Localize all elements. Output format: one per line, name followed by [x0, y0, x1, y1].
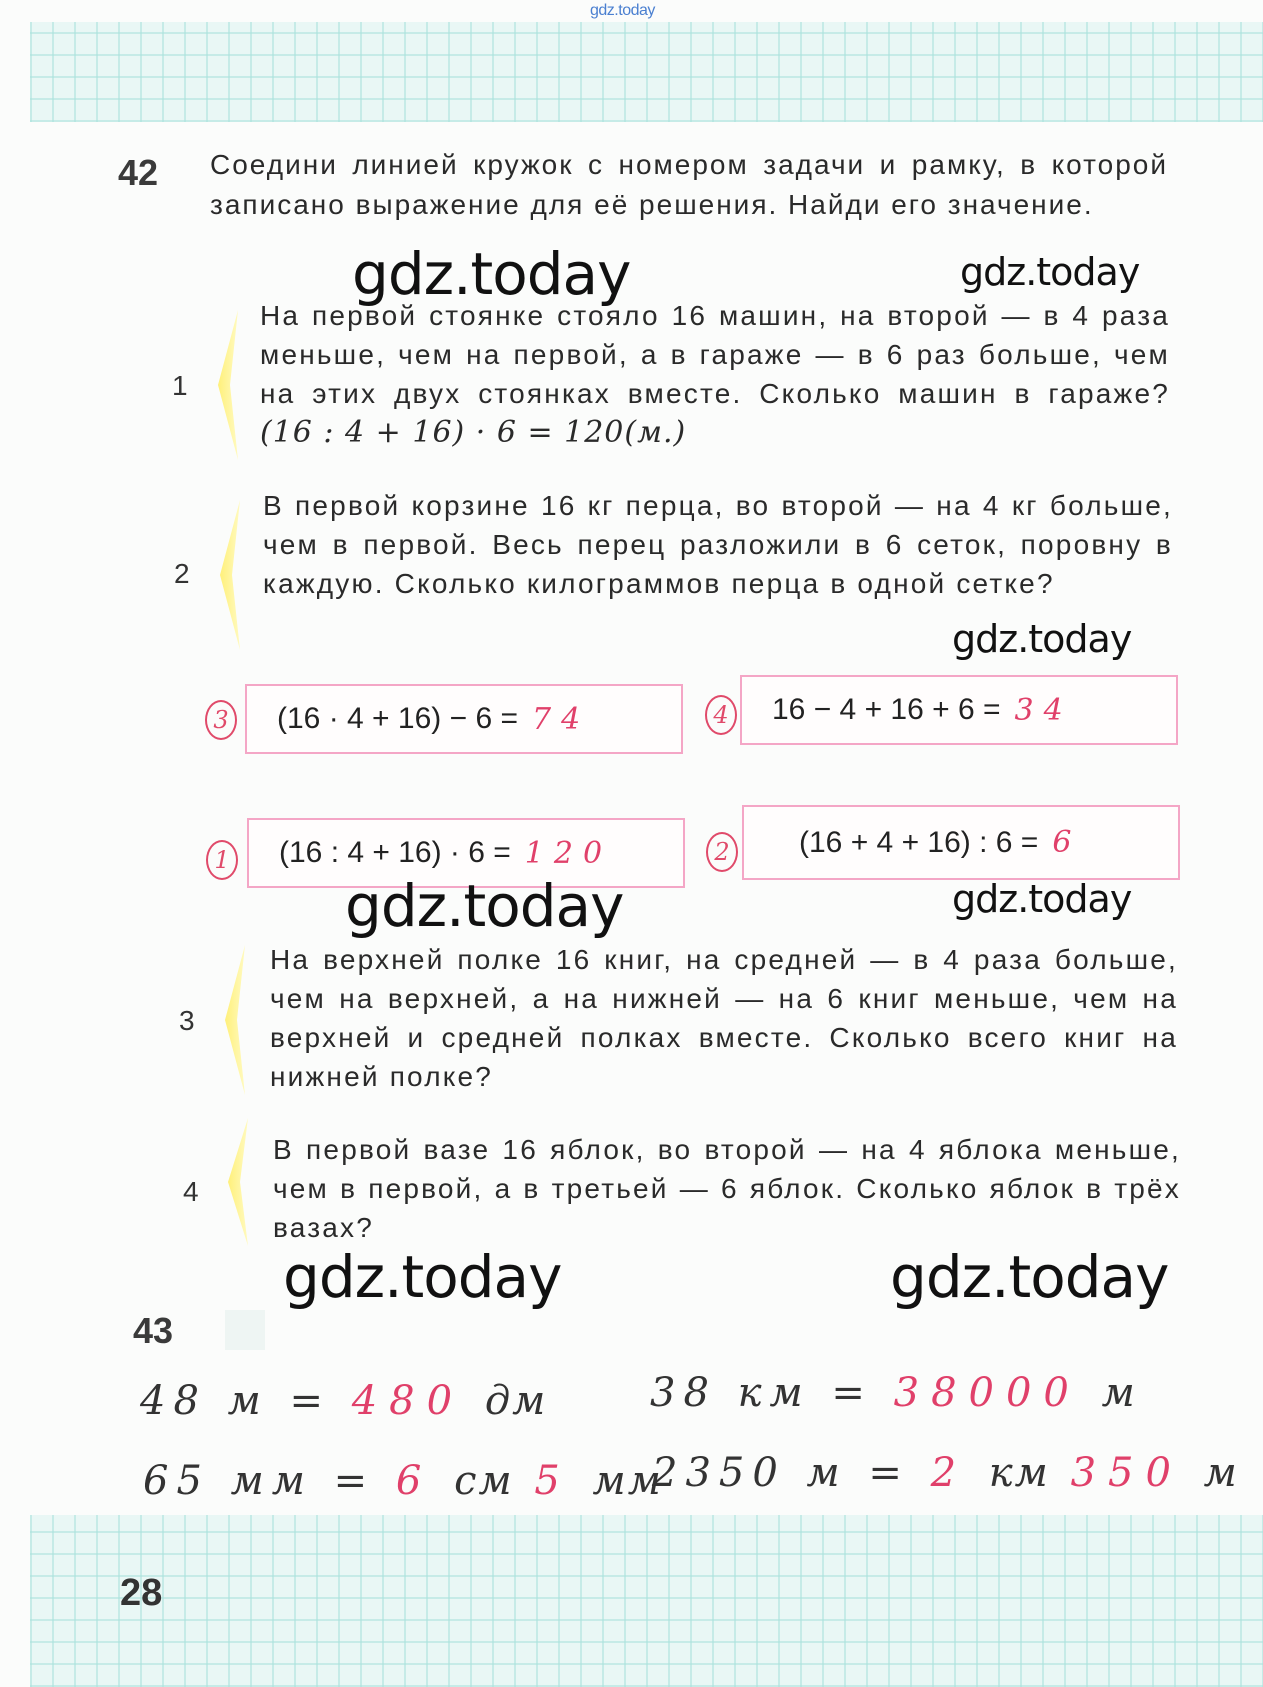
task-number: 3 — [179, 1005, 195, 1036]
expression-box[interactable]: (16 : 4 + 16) · 6 = 120 — [247, 818, 685, 888]
yellow-marker-icon — [225, 945, 245, 1095]
handwritten-answer: 34 — [1014, 692, 1073, 728]
watermark: gdz.today — [352, 240, 631, 308]
conversion-line: 38 км = 38000 м — [650, 1370, 1137, 1416]
task-number: 2 — [174, 558, 190, 589]
circle-mark: 2 — [706, 832, 738, 872]
expression-box[interactable]: (16 · 4 + 16) − 6 = 74 — [245, 684, 683, 754]
conversion-line: 65 мм = 6 см 5 мм — [143, 1458, 663, 1504]
watermark: gdz.today — [960, 250, 1140, 294]
yellow-marker-icon — [218, 310, 238, 460]
yellow-marker-icon — [220, 500, 240, 650]
conversion-line: 48 м = 480 дм — [140, 1378, 548, 1424]
handwritten-answer: 120 — [524, 835, 613, 871]
conversion-line: 2350 м = 2 км 350 м — [652, 1450, 1239, 1496]
task-text: На верхней полке 16 книг, на средней — в 4 раза больше, чем на верхней, а на нижней — на 6 книг меньше, чем на верхней и средней полках вместе. Сколько всего книг на нижней полке? — [270, 944, 1178, 1092]
page-number: 28 — [120, 1572, 163, 1614]
expression-box[interactable]: 16 − 4 + 16 + 6 = 34 — [740, 675, 1178, 745]
circle-mark: 3 — [205, 700, 237, 740]
handwritten-answer: 74 — [531, 701, 591, 737]
watermark: gdz.today — [283, 1243, 562, 1311]
task-number: 4 — [183, 1176, 199, 1207]
watermark: gdz.today — [952, 877, 1132, 921]
exercise-instructions: Соедини линией кружок с номером задачи и рамку, в которой записано выражение для её решения. Найди его значение. — [210, 149, 1168, 220]
handwritten-answer: 6 — [1052, 825, 1082, 860]
task-text: В первой корзине 16 кг перца, во второй — на 4 кг больше, чем в первой. Весь перец разложили в 6 сеток, поровну в каждую. Сколько килограммов перца в одной сетке? — [263, 490, 1173, 599]
watermark: gdz.today — [345, 872, 624, 940]
expression-box[interactable]: (16 + 4 + 16) : 6 = 6 — [742, 805, 1180, 880]
yellow-marker-icon — [228, 1118, 248, 1246]
top-grid-decoration — [30, 22, 1263, 122]
task-text: На первой стоянке стояло 16 машин, на второй — в 4 раза меньше, чем на первой, а в гараже — в 6 раз больше, чем на этих двух стоянках вместе. Сколько машин в гараже? (16 : 4 + 16) · 6 = 120(м.) — [260, 300, 1170, 450]
exercise-marker-square — [225, 1310, 265, 1350]
task-number: 1 — [172, 370, 188, 401]
handwritten-answer: (16 : 4 + 16) · 6 = 120(м.) — [260, 415, 687, 450]
circle-mark: 1 — [206, 840, 238, 880]
watermark: gdz.today — [952, 617, 1132, 661]
exercise-number: 43 — [133, 1310, 174, 1351]
watermark: gdz.today — [890, 1243, 1169, 1311]
circle-mark: 4 — [705, 695, 737, 735]
bottom-grid-decoration — [30, 1515, 1263, 1687]
exercise-number: 42 — [118, 152, 159, 193]
task-text: В первой вазе 16 яблок, во второй — на 4 яблока меньше, чем в первой, а в третьей — 6 яблок. Сколько яблок в трёх вазах? — [273, 1134, 1181, 1243]
site-tag: gdz.today — [590, 2, 655, 19]
